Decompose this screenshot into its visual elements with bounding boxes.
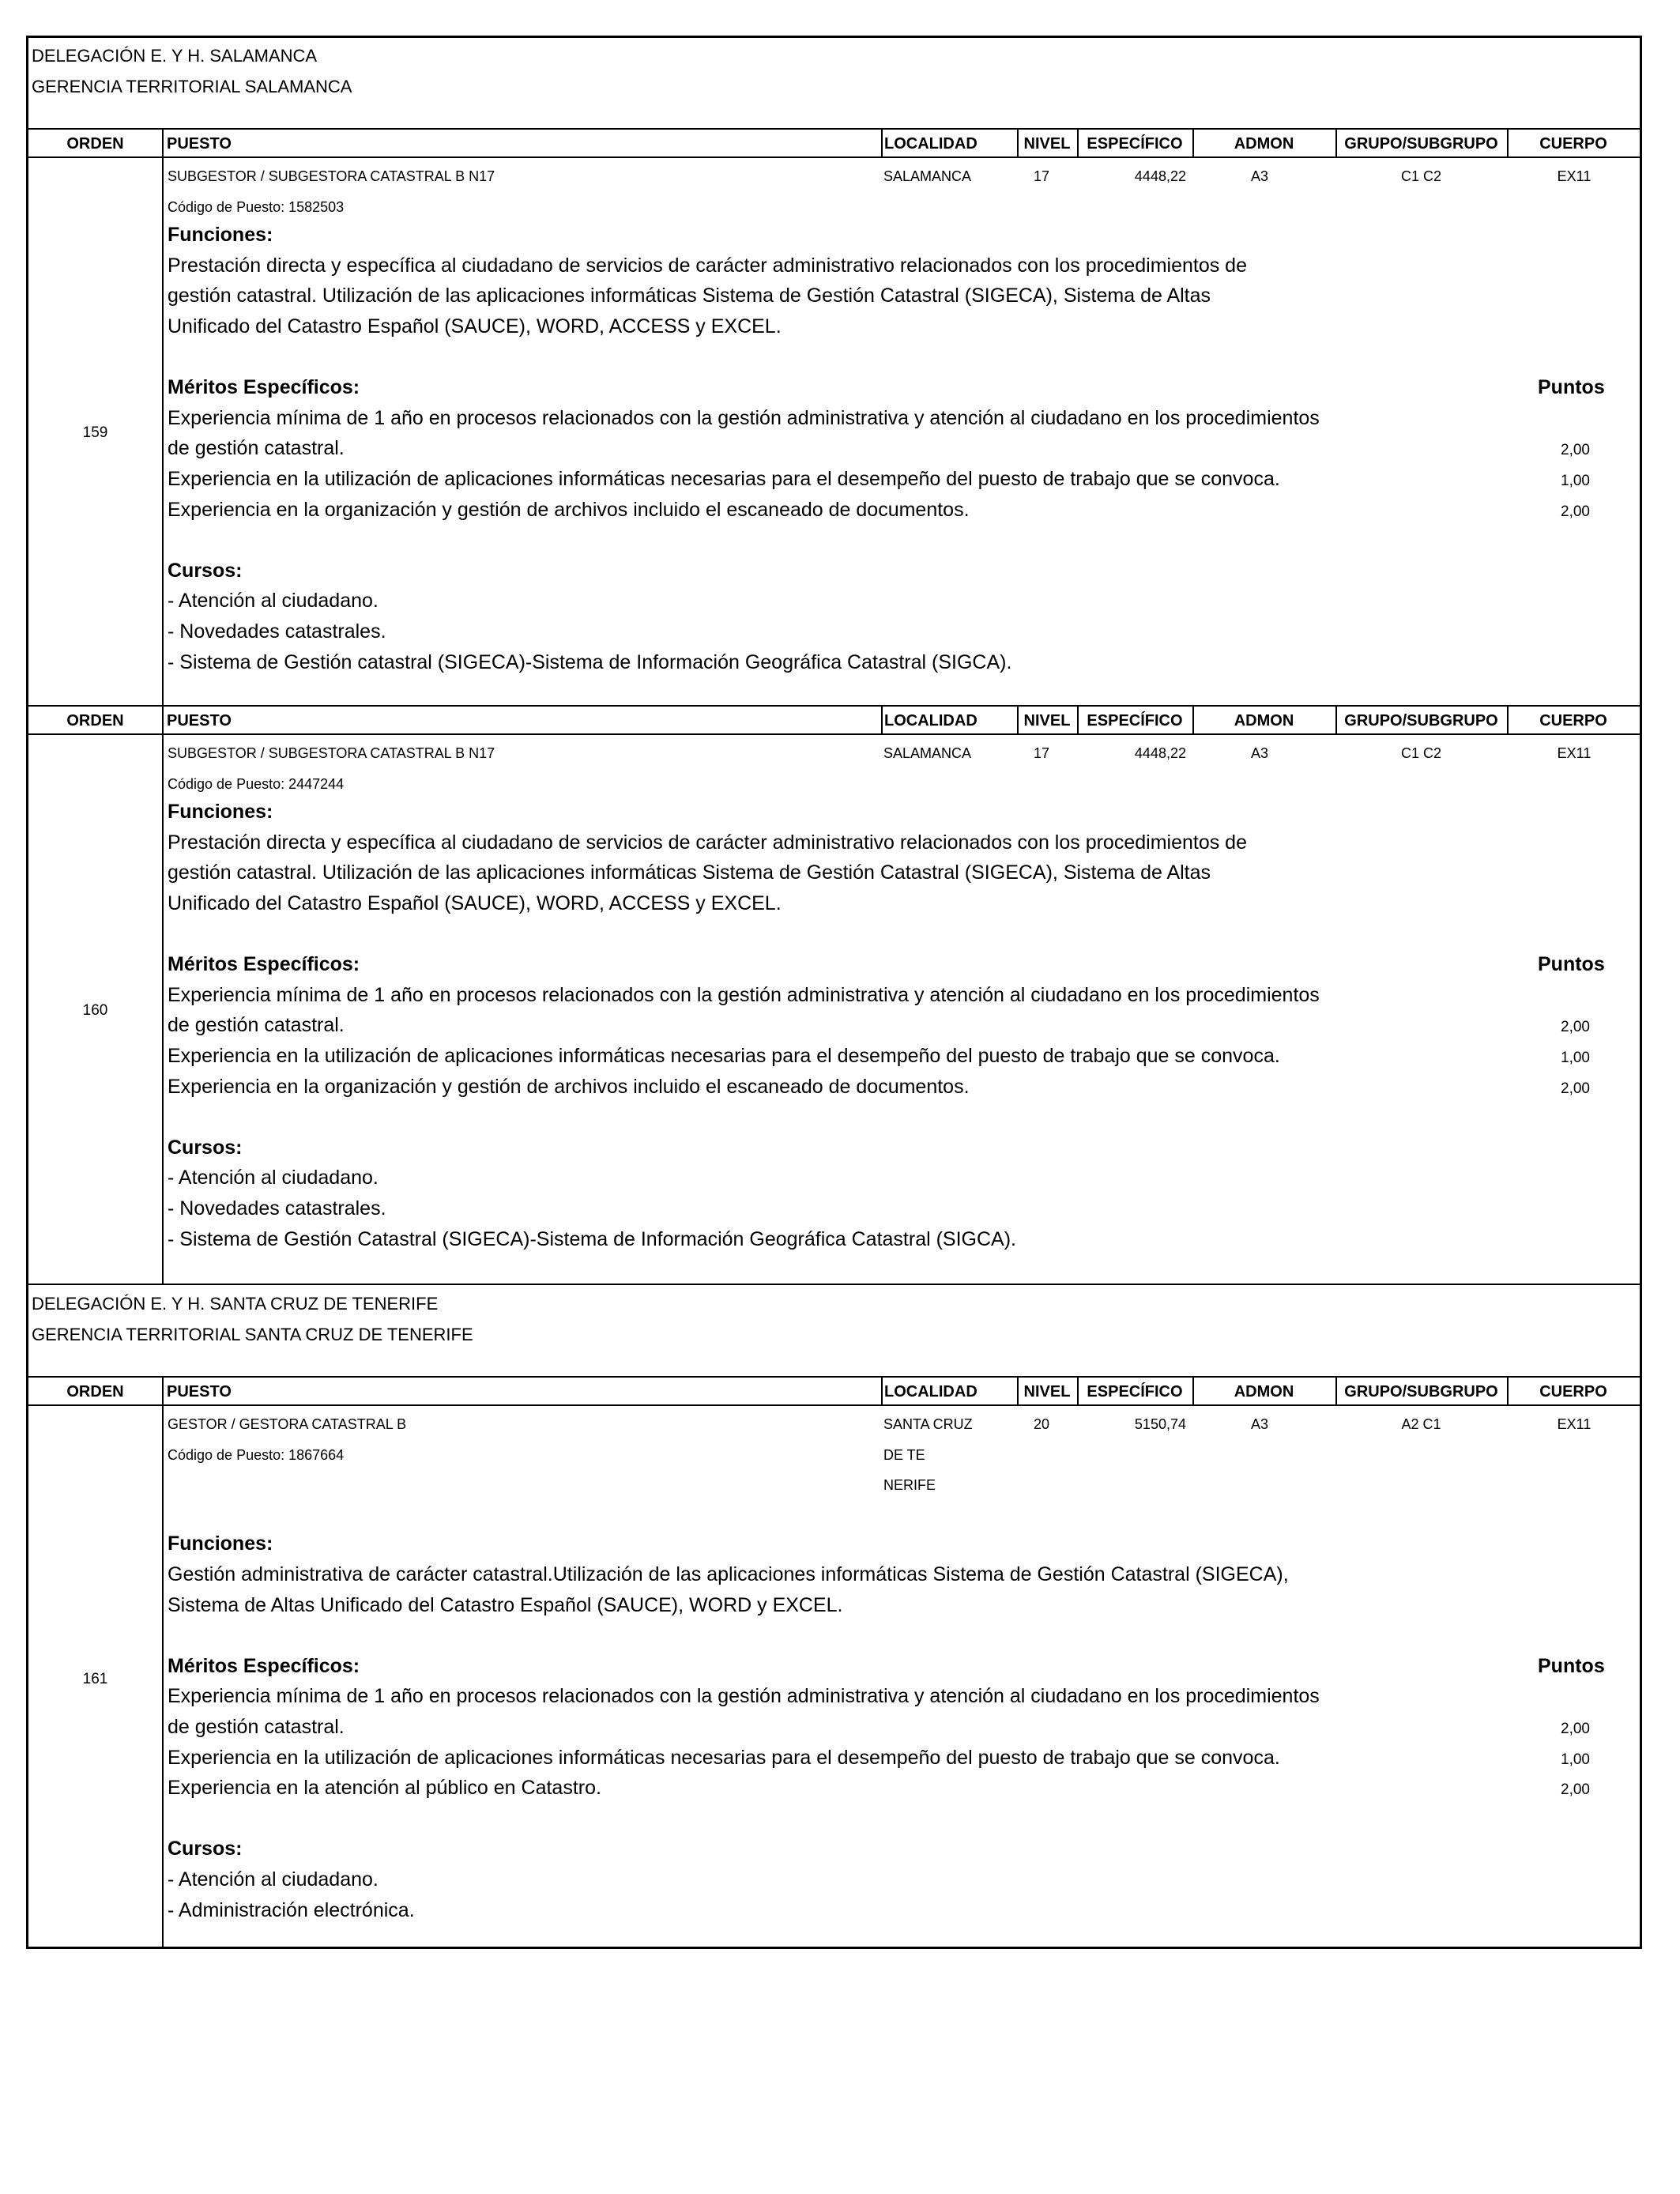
- section-divider: [28, 1284, 1640, 1285]
- meritos-label: Méritos Específicos:: [168, 1654, 360, 1677]
- header-orden: ORDEN: [66, 712, 124, 729]
- header-admon: ADMON: [1234, 1383, 1294, 1400]
- especifico-value: 4448,22: [1134, 168, 1186, 184]
- grupo-value: A2 C1: [1401, 1416, 1441, 1432]
- header-column-divider: [162, 128, 164, 156]
- header-especifico: ESPECÍFICO: [1087, 712, 1183, 729]
- header-top-rule: [28, 705, 1640, 707]
- orden-column-divider: [162, 156, 164, 705]
- grupo-value: C1 C2: [1400, 745, 1442, 761]
- header-cuerpo: CUERPO: [1539, 135, 1607, 153]
- header-especifico: ESPECÍFICO: [1087, 135, 1183, 153]
- cursos-label: Cursos:: [168, 1136, 243, 1159]
- puntos-value: 1,00: [1561, 473, 1590, 489]
- header-column-divider: [881, 128, 883, 156]
- orden-number: 161: [82, 1671, 108, 1687]
- header-grupo: GRUPO/SUBGRUPO: [1344, 712, 1498, 729]
- header-puesto: PUESTO: [167, 712, 232, 729]
- cursos-label: Cursos:: [168, 1838, 243, 1860]
- curso-line: - Novedades catastrales.: [168, 620, 386, 643]
- header-bottom-rule: [28, 156, 1640, 158]
- merito-line: Experiencia mínima de 1 año en procesos relacionados con la gestión administrativa y atención al ciudadano en los procedimientos: [168, 1685, 1320, 1708]
- cuerpo-value: EX11: [1557, 168, 1591, 184]
- nivel-value: 17: [1033, 168, 1050, 184]
- codigo-puesto: Código de Puesto: 1867664: [168, 1446, 345, 1463]
- cuerpo-value: EX11: [1557, 745, 1591, 761]
- header-column-divider: [162, 1376, 164, 1404]
- especifico-value: 4448,22: [1134, 745, 1186, 761]
- header-orden: ORDEN: [66, 1383, 124, 1400]
- curso-line: - Atención al ciudadano.: [168, 590, 379, 613]
- puntos-label: Puntos: [1538, 953, 1605, 976]
- localidad-line: SANTA CRUZ: [883, 1416, 973, 1432]
- nivel-value: 20: [1033, 1416, 1050, 1432]
- funciones-label: Funciones:: [168, 224, 273, 247]
- header-grupo: GRUPO/SUBGRUPO: [1344, 1383, 1498, 1400]
- puesto-title: SUBGESTOR / SUBGESTORA CATASTRAL B N17: [168, 168, 495, 184]
- header-column-divider: [881, 1376, 883, 1404]
- header-top-rule: [28, 128, 1640, 130]
- localidad-line: NERIFE: [883, 1477, 936, 1494]
- header-column-divider: [881, 705, 883, 733]
- delegacion-title: DELEGACIÓN E. Y H. SALAMANCA: [32, 46, 318, 66]
- header-especifico: ESPECÍFICO: [1087, 1383, 1183, 1400]
- merito-line: de gestión catastral.: [168, 437, 345, 460]
- merito-line: Experiencia en la utilización de aplicaciones informáticas necesarias para el desempeño del puesto de trabajo que se convoca.: [168, 1045, 1280, 1067]
- header-column-divider: [162, 705, 164, 733]
- admon-value: A3: [1250, 1416, 1269, 1432]
- puntos-value: 2,00: [1561, 503, 1590, 520]
- meritos-label: Méritos Específicos:: [168, 953, 360, 976]
- localidad-line: DE TE: [883, 1446, 925, 1463]
- puesto-title: GESTOR / GESTORA CATASTRAL B: [168, 1416, 407, 1432]
- funciones-line: Prestación directa y específica al ciudadano de servicios de carácter administrativo relacionados con los procedimientos de: [168, 254, 1247, 277]
- curso-line: - Atención al ciudadano.: [168, 1167, 379, 1189]
- curso-line: - Administración electrónica.: [168, 1898, 415, 1921]
- header-orden: ORDEN: [66, 135, 124, 153]
- puntos-value: 1,00: [1561, 1751, 1590, 1768]
- header-localidad: LOCALIDAD: [884, 1383, 977, 1400]
- puntos-value: 2,00: [1561, 1721, 1590, 1737]
- funciones-line: Unificado del Catastro Español (SAUCE), WORD, ACCESS y EXCEL.: [168, 892, 782, 914]
- curso-line: - Atención al ciudadano.: [168, 1868, 379, 1891]
- curso-line: - Sistema de Gestión Catastral (SIGECA)-Sistema de Información Geográfica Catastral (SIGCA).: [168, 1227, 1016, 1250]
- header-admon: ADMON: [1234, 135, 1294, 153]
- funciones-line: Prestación directa y específica al ciudadano de servicios de carácter administrativo relacionados con los procedimientos de: [168, 831, 1247, 854]
- header-puesto: PUESTO: [167, 1383, 232, 1400]
- puntos-value: 2,00: [1561, 442, 1590, 459]
- curso-line: - Novedades catastrales.: [168, 1197, 386, 1220]
- header-top-rule: [28, 1376, 1640, 1378]
- merito-line: de gestión catastral.: [168, 1716, 345, 1738]
- grupo-value: C1 C2: [1400, 168, 1442, 184]
- merito-line: Experiencia en la utilización de aplicaciones informáticas necesarias para el desempeño del puesto de trabajo que se convoca.: [168, 468, 1280, 490]
- orden-number: 160: [82, 1002, 108, 1019]
- puesto-title: SUBGESTOR / SUBGESTORA CATASTRAL B N17: [168, 745, 495, 761]
- cursos-label: Cursos:: [168, 559, 243, 582]
- orden-column-divider: [162, 733, 164, 1284]
- funciones-line: gestión catastral. Utilización de las aplicaciones informáticas Sistema de Gestión Catastral (SIGECA), Sistema de Altas: [168, 285, 1211, 307]
- puntos-label: Puntos: [1538, 376, 1605, 399]
- merito-line: Experiencia en la organización y gestión de archivos incluido el escaneado de documentos.: [168, 1075, 970, 1098]
- header-localidad: LOCALIDAD: [884, 712, 977, 729]
- header-bottom-rule: [28, 1404, 1640, 1406]
- funciones-label: Funciones:: [168, 801, 273, 824]
- merito-line: Experiencia en la organización y gestión de archivos incluido el escaneado de documentos.: [168, 498, 970, 521]
- merito-line: Experiencia en la atención al público en Catastro.: [168, 1777, 601, 1800]
- orden-number: 159: [82, 424, 108, 441]
- funciones-line: gestión catastral. Utilización de las aplicaciones informáticas Sistema de Gestión Catastral (SIGECA), Sistema de Altas: [168, 861, 1211, 884]
- orden-column-divider: [162, 1404, 164, 1949]
- localidad-value: SALAMANCA: [883, 168, 972, 184]
- puntos-value: 1,00: [1561, 1050, 1590, 1066]
- admon-value: A3: [1250, 168, 1269, 184]
- puntos-value: 2,00: [1561, 1019, 1590, 1036]
- codigo-puesto: Código de Puesto: 2447244: [168, 775, 345, 792]
- puntos-value: 2,00: [1561, 1080, 1590, 1097]
- curso-line: - Sistema de Gestión catastral (SIGECA)-Sistema de Información Geográfica Catastral (SIGCA).: [168, 650, 1012, 673]
- header-localidad: LOCALIDAD: [884, 135, 977, 153]
- header-bottom-rule: [28, 733, 1640, 735]
- gerencia-title: GERENCIA TERRITORIAL SALAMANCA: [32, 77, 352, 96]
- codigo-puesto: Código de Puesto: 1582503: [168, 198, 345, 215]
- header-puesto: PUESTO: [167, 135, 232, 153]
- puntos-label: Puntos: [1538, 1654, 1605, 1677]
- header-nivel: NIVEL: [1023, 1383, 1071, 1400]
- header-nivel: NIVEL: [1023, 135, 1071, 153]
- especifico-value: 5150,74: [1134, 1416, 1186, 1432]
- funciones-line: Unificado del Catastro Español (SAUCE), WORD, ACCESS y EXCEL.: [168, 315, 782, 337]
- localidad-value: SALAMANCA: [883, 745, 972, 761]
- merito-line: de gestión catastral.: [168, 1014, 345, 1037]
- header-admon: ADMON: [1234, 712, 1294, 729]
- header-cuerpo: CUERPO: [1539, 712, 1607, 729]
- nivel-value: 17: [1033, 745, 1050, 761]
- puntos-value: 2,00: [1561, 1781, 1590, 1799]
- merito-line: Experiencia mínima de 1 año en procesos relacionados con la gestión administrativa y atención al ciudadano en los procedimientos: [168, 406, 1320, 429]
- funciones-label: Funciones:: [168, 1532, 273, 1555]
- header-nivel: NIVEL: [1023, 712, 1071, 729]
- merito-line: Experiencia mínima de 1 año en procesos relacionados con la gestión administrativa y atención al ciudadano en los procedimientos: [168, 983, 1320, 1006]
- funciones-line: Sistema de Altas Unificado del Catastro Español (SAUCE), WORD y EXCEL.: [168, 1593, 843, 1616]
- merito-line: Experiencia en la utilización de aplicaciones informáticas necesarias para el desempeño del puesto de trabajo que se convoca.: [168, 1746, 1280, 1769]
- admon-value: A3: [1250, 745, 1269, 761]
- delegacion-title: DELEGACIÓN E. Y H. SANTA CRUZ DE TENERIFE: [32, 1294, 439, 1314]
- cuerpo-value: EX11: [1557, 1416, 1591, 1432]
- gerencia-title: GERENCIA TERRITORIAL SANTA CRUZ DE TENERIFE: [32, 1325, 473, 1344]
- funciones-line: Gestión administrativa de carácter catastral.Utilización de las aplicaciones informáticas Sistema de Gestión Catastral (SIGECA),: [168, 1563, 1289, 1585]
- header-grupo: GRUPO/SUBGRUPO: [1344, 135, 1498, 153]
- meritos-label: Méritos Específicos:: [168, 376, 360, 399]
- header-cuerpo: CUERPO: [1539, 1383, 1607, 1400]
